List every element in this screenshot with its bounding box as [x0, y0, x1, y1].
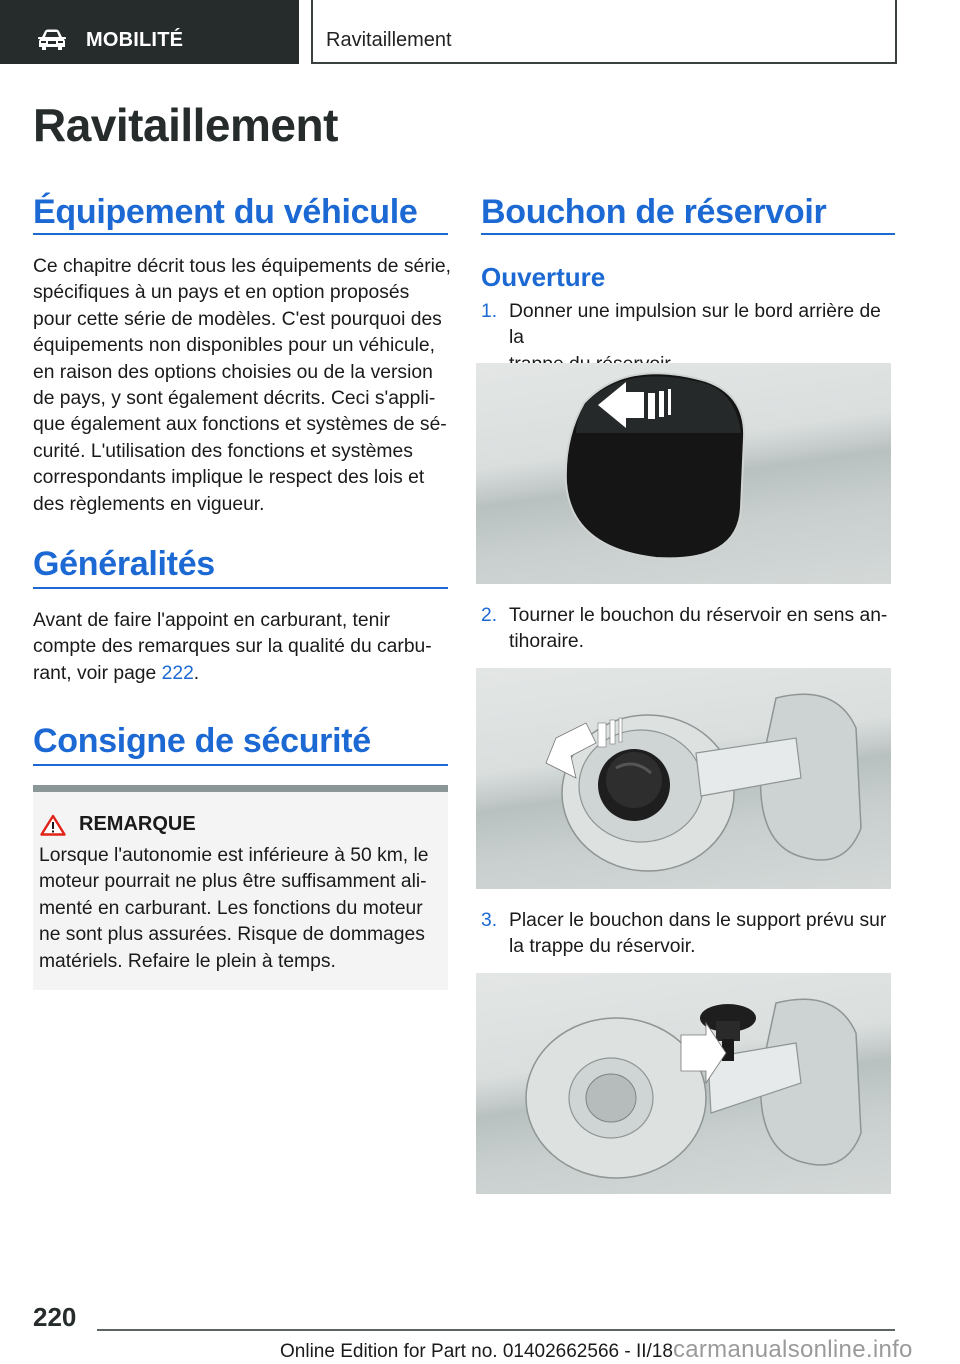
heading-rule — [33, 233, 448, 235]
heading-fuel-cap: Bouchon de réservoir — [481, 193, 827, 231]
step-number: 1. — [481, 301, 498, 322]
warning-note — [33, 785, 448, 990]
text-line: que également aux fonctions et systèmes de sé- — [33, 414, 447, 436]
heading-rule — [33, 587, 448, 589]
heading-safety: Consigne de sécurité — [33, 722, 371, 760]
text-line: curité. L'utilisation des fonctions et systèmes — [33, 440, 413, 462]
step-number: 2. — [481, 605, 498, 626]
equipment-paragraph — [33, 254, 453, 518]
note-title: REMARQUE — [79, 813, 196, 835]
heading-equipment: Équipement du véhicule — [33, 193, 418, 231]
footer-rule — [97, 1329, 895, 1331]
text-line: Donner une impulsion sur le bord arrière de la — [509, 301, 881, 349]
text-line: spécifiques à un pays et en option proposés — [33, 282, 410, 304]
chapter-tab[interactable] — [311, 0, 897, 64]
text-line: menté en carburant. Les fonctions du moteur — [39, 897, 423, 919]
fuel-cap-turn-illustration — [476, 668, 891, 889]
footer-edition — [280, 1336, 913, 1364]
subheading-opening: Ouverture — [481, 262, 606, 292]
text-line: moteur pourrait ne plus être suffisamment ali- — [39, 871, 427, 893]
general-paragraph — [33, 608, 453, 687]
text-line: ne sont plus assurées. Risque de dommages — [39, 924, 425, 946]
page-number: 220 — [33, 1302, 77, 1332]
section-label: MOBILITÉ — [86, 29, 184, 51]
step-text — [509, 603, 901, 656]
text-line: compte des remarques sur la qualité du carbu- — [33, 636, 432, 658]
text-line: rant, voir page 222. — [33, 662, 200, 684]
section-tab[interactable] — [0, 0, 299, 64]
watermark[interactable]: carmanualsonline.info — [672, 1336, 913, 1363]
heading-rule — [33, 764, 448, 766]
fuel-flap-closed-illustration — [476, 363, 891, 584]
text-line: équipements non disponibles pour un véhicule, — [33, 335, 435, 357]
text-line: des règlements en vigueur. — [33, 493, 265, 515]
heading-general: Généralités — [33, 545, 215, 583]
page-title: Ravitaillement — [33, 99, 338, 151]
text-line: correspondants implique le respect des lois et — [33, 467, 425, 489]
text-line: Tourner le bouchon du réservoir en sens an- — [509, 605, 888, 626]
fuel-cap-holder-illustration — [476, 973, 891, 1194]
text-line: Avant de faire l'appoint en carburant, tenir — [33, 610, 391, 631]
page-link[interactable]: 222 — [161, 662, 194, 684]
text-line: Ce chapitre décrit tous les équipements de série, — [33, 256, 451, 277]
text-line: Lorsque l'autonomie est inférieure à 50 km, le — [39, 845, 429, 866]
note-top-bar — [33, 785, 448, 792]
warning-triangle-icon — [40, 814, 66, 836]
edition-text: Online Edition for Part no. 01402662566 - II/18 — [280, 1341, 673, 1362]
note-text — [39, 843, 449, 975]
text-line: la trappe du réservoir. — [509, 936, 696, 958]
text-line: Placer le bouchon dans le support prévu sur — [509, 910, 887, 931]
text-line: tihoraire. — [509, 631, 585, 653]
text-line: pour cette série de modèles. C'est pourquoi des — [33, 308, 442, 330]
step-text — [509, 908, 901, 961]
heading-rule — [481, 233, 895, 235]
step-number: 3. — [481, 910, 498, 931]
car-front-icon — [36, 28, 68, 52]
text-line: en raison des options choisies ou de la version — [33, 361, 433, 383]
text-line: de pays, y sont également décrits. Ceci s'appli- — [33, 388, 436, 410]
chapter-label: Ravitaillement — [326, 29, 452, 51]
text-line: matériels. Refaire le plein à temps. — [39, 950, 336, 972]
